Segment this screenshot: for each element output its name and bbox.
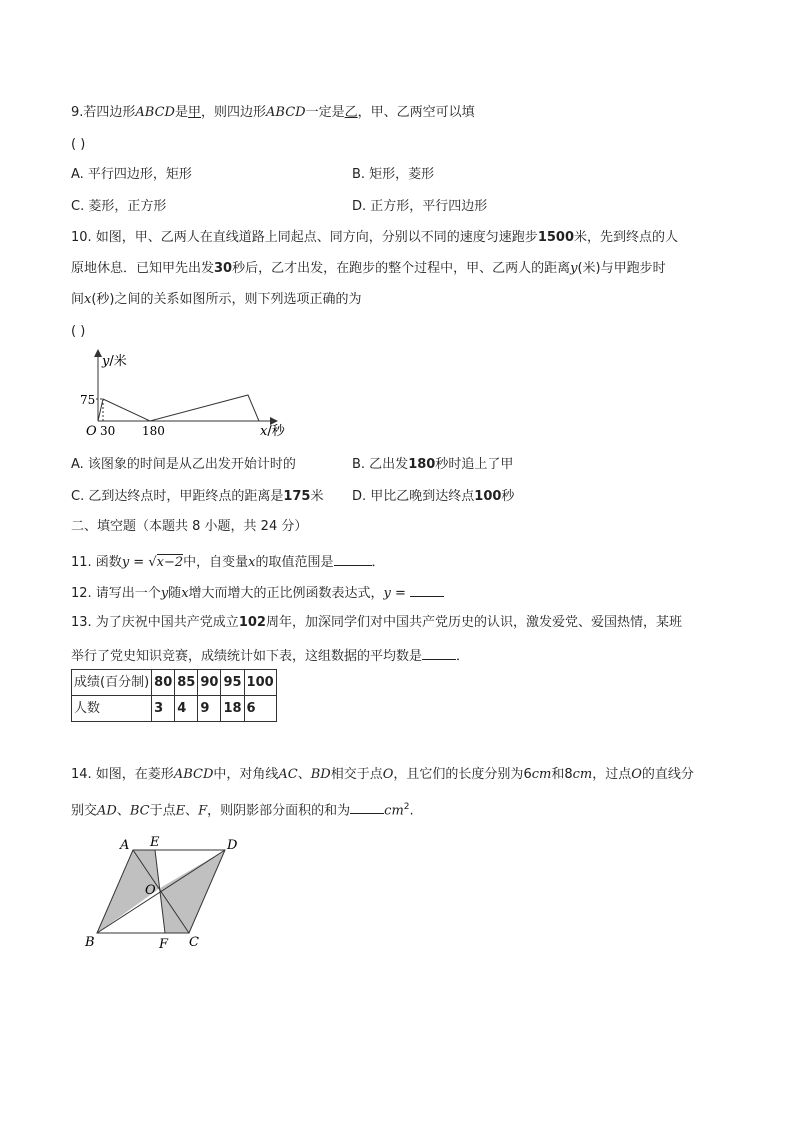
tick-75: 75 <box>80 393 96 407</box>
row-label: 成绩(百分制) <box>72 670 152 696</box>
distance-time-graph <box>70 345 300 445</box>
q12: 12. 请写出一个y随x增大而增大的正比例函数表达式，y = <box>71 582 444 603</box>
tick-30: 30 <box>100 424 116 438</box>
q14-blank <box>350 799 384 814</box>
score-cell: 80 <box>152 670 175 696</box>
count-cell: 6 <box>244 696 276 722</box>
tick-180: 180 <box>142 424 165 438</box>
y-axis-label: y/米 <box>102 354 127 369</box>
q13-blank <box>422 645 456 660</box>
rhombus-figure <box>80 832 250 957</box>
q10-paren: ( ) <box>71 324 86 339</box>
row-label: 人数 <box>72 696 152 722</box>
q14-line1: 14. 如图，在菱形ABCD中，对角线AC、BD相交于点O，且它们的长度分别为6cm和8cm，过点O的直线分 <box>71 767 694 782</box>
label-f: F <box>159 937 169 952</box>
score-cell: 100 <box>244 670 276 696</box>
label-c: C <box>189 935 199 950</box>
graph-line <box>98 395 259 421</box>
q13-line1: 13. 为了庆祝中国共产党成立102周年，加深同学们对中国共产党历史的认识，激发爱党、爱国热情，某班 <box>71 615 682 630</box>
q12-blank <box>410 582 444 597</box>
q9-option-d: D. 正方形，平行四边形 <box>352 199 488 214</box>
q10-line3: 间x(秒)之间的关系如图所示，则下列选项正确的为 <box>71 292 362 307</box>
q11-blank <box>334 551 372 566</box>
score-cell: 85 <box>175 670 198 696</box>
q9-option-b: B. 矩形，菱形 <box>352 167 435 182</box>
score-table <box>71 669 277 722</box>
table-row <box>72 696 277 722</box>
q9-option-a: A. 平行四边形，矩形 <box>71 167 192 182</box>
label-o: O <box>145 883 156 898</box>
count-cell: 4 <box>175 696 198 722</box>
sqrt-icon: √ <box>148 555 157 570</box>
label-a: A <box>120 838 130 853</box>
q9-paren: ( ) <box>71 137 86 152</box>
q11: 11. 函数y = √x−2中，自变量x的取值范围是 ． <box>71 551 385 572</box>
y-axis-arrow <box>94 349 102 357</box>
x-axis-label: x/秒 <box>260 424 285 439</box>
score-cell: 95 <box>221 670 244 696</box>
count-cell: 18 <box>221 696 244 722</box>
count-cell: 3 <box>152 696 175 722</box>
label-d: D <box>227 838 238 853</box>
q9-option-c: C. 菱形，正方形 <box>71 199 167 214</box>
q9-stem: 9.若四边形ABCD是甲，则四边形ABCD一定是乙，甲、乙两空可以填 <box>71 105 475 120</box>
q13-line2: 举行了党史知识竞赛，成绩统计如下表，这组数据的平均数是 ． <box>71 645 469 666</box>
q10-line2: 原地休息．已知甲先出发30秒后，乙才出发，在跑步的整个过程中，甲、乙两人的距离y(米)与甲跑步时 <box>71 261 666 276</box>
q10-line1: 10. 如图，甲、乙两人在直线道路上同起点、同方向，分别以不同的速度匀速跑步1500米，先到终点的人 <box>71 230 679 245</box>
count-cell: 9 <box>198 696 221 722</box>
table-row <box>72 670 277 696</box>
q14-line2: 别交AD、BC于点E、F，则阴影部分面积的和为 $cm^2$. <box>71 798 414 820</box>
q10-option-c: C. 乙到达终点时，甲距终点的距离是175米 <box>71 489 324 504</box>
q10-option-b: B. 乙出发180秒时追上了甲 <box>352 457 514 472</box>
section-heading: 二、填空题（本题共 8 小题，共 24 分） <box>71 519 308 534</box>
origin-label: O <box>86 424 97 439</box>
q10-option-a: A. 该图象的时间是从乙出发开始计时的 <box>71 457 296 472</box>
label-b: B <box>85 935 95 950</box>
score-cell: 90 <box>198 670 221 696</box>
q10-option-d: D. 甲比乙晚到达终点100秒 <box>352 489 515 504</box>
label-e: E <box>150 835 160 850</box>
